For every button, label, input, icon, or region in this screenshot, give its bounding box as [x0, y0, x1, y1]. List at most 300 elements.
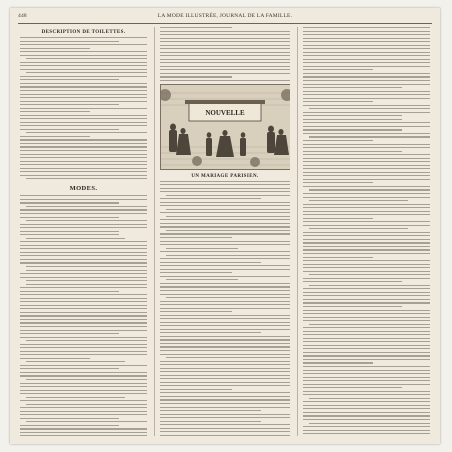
text-line: [303, 105, 430, 106]
text-line: [160, 219, 290, 220]
text-line: [309, 200, 408, 201]
text-line: [20, 139, 147, 140]
text-line: [303, 55, 430, 56]
journal-title: LA MODE ILLUSTRÉE, JOURNAL DE LA FAMILLE.: [157, 13, 293, 19]
text-line: [303, 207, 430, 208]
text-line: [303, 147, 430, 148]
text-line: [160, 191, 290, 192]
text-line: [160, 27, 232, 28]
text-line: [26, 238, 125, 239]
text-line: [303, 341, 430, 342]
text-line: [20, 372, 147, 373]
text-line: [160, 339, 290, 340]
text-line: [160, 283, 290, 284]
text-line: [303, 197, 430, 198]
text-line: [303, 179, 430, 180]
text-line: [303, 133, 430, 134]
text-line: [20, 428, 147, 429]
engraving-scene-icon: [161, 85, 290, 169]
text-line: [303, 182, 373, 183]
text-line: [309, 285, 430, 286]
illustration-label: NOUVELLE: [205, 108, 245, 117]
text-line: [303, 101, 373, 102]
text-line: [20, 308, 147, 309]
text-line: [303, 84, 430, 85]
text-line: [20, 259, 147, 260]
column-divider: [154, 27, 155, 436]
text-line: [303, 352, 430, 353]
text-line: [160, 294, 290, 295]
text-line: [20, 83, 147, 84]
text-line: [309, 228, 408, 229]
text-line: [303, 345, 430, 346]
text-line: [160, 52, 290, 53]
text-line: [20, 383, 147, 384]
text-line: [303, 387, 402, 388]
text-line: [303, 62, 430, 63]
text-line: [160, 424, 290, 425]
text-line: [20, 418, 119, 419]
text-line: [160, 428, 290, 429]
text-line: [20, 55, 147, 56]
text-line: [26, 340, 147, 341]
text-line: [160, 385, 290, 386]
text-line: [20, 319, 147, 320]
text-line: [20, 414, 147, 415]
text-line: [26, 58, 147, 59]
text-line: [303, 73, 430, 74]
text-line: [20, 129, 119, 130]
text-line: [20, 322, 147, 323]
text-line: [303, 253, 430, 254]
text-line: [20, 199, 147, 200]
text-line: [160, 205, 290, 206]
section-heading-modes: MODES.: [69, 185, 98, 193]
text-line: [303, 373, 430, 374]
text-line: [20, 217, 119, 218]
text-line: [303, 405, 430, 406]
text-line: [20, 69, 147, 70]
text-line: [303, 394, 430, 395]
text-line: [303, 264, 430, 265]
text-line: [160, 69, 290, 70]
text-line: [20, 143, 147, 144]
text-line: [20, 411, 147, 412]
text-line: [303, 271, 430, 272]
text-line: [20, 125, 147, 126]
column-divider: [297, 27, 298, 436]
text-line: [303, 119, 402, 120]
text-line: [160, 286, 290, 287]
text-line: [160, 41, 290, 42]
text-line: [160, 368, 290, 369]
text-line: [303, 359, 430, 360]
text-line: [160, 233, 290, 234]
text-line: [20, 375, 147, 376]
text-line: [303, 27, 430, 28]
text-line: [20, 97, 147, 98]
text-line: [20, 94, 147, 95]
text-line: [303, 31, 430, 32]
text-line: [20, 347, 147, 348]
text-line: [20, 231, 119, 232]
text-line: [303, 41, 430, 42]
text-line: [160, 308, 290, 309]
text-line: [26, 266, 147, 267]
text-line: [303, 154, 430, 155]
text-line: [160, 212, 290, 213]
text-line: [160, 375, 290, 376]
text-line: [303, 66, 430, 67]
text-line: [20, 393, 147, 394]
text-line: [160, 354, 290, 355]
text-line: [20, 90, 147, 91]
text-line: [309, 274, 430, 275]
text-line: [160, 34, 290, 35]
text-line: [303, 115, 402, 116]
text-line: [20, 425, 119, 426]
engraving-illustration: [160, 84, 290, 170]
text-line: [160, 80, 290, 81]
text-line: [160, 325, 290, 326]
text-line: [20, 115, 147, 116]
text-line: [303, 211, 430, 212]
text-line: [160, 66, 290, 67]
text-line: [160, 55, 290, 56]
text-line: [309, 136, 430, 137]
text-line: [20, 202, 119, 203]
text-line: [303, 299, 430, 300]
text-line: [166, 297, 290, 298]
text-block: [20, 195, 147, 436]
text-line: [303, 144, 430, 145]
text-line: [160, 38, 290, 39]
text-line: [166, 357, 290, 358]
text-line: [166, 255, 290, 256]
text-line: [160, 269, 290, 270]
text-line: [303, 327, 430, 328]
text-line: [160, 343, 290, 344]
text-line: [20, 368, 119, 369]
text-line: [26, 72, 147, 73]
text-line: [160, 265, 290, 266]
text-line: [160, 198, 261, 199]
text-line: [303, 69, 373, 70]
text-line: [20, 224, 147, 225]
text-line: [160, 241, 290, 242]
text-line: [160, 188, 290, 189]
text-line: [303, 235, 430, 236]
text-line: [303, 232, 430, 233]
text-line: [303, 112, 430, 113]
text-line: [303, 175, 430, 176]
text-block: [303, 27, 430, 434]
text-line: [160, 62, 290, 63]
text-line: [303, 426, 430, 427]
text-line: [20, 344, 147, 345]
text-line: [160, 226, 290, 227]
text-line: [20, 122, 147, 123]
header-rule: [18, 23, 432, 24]
text-line: [20, 195, 147, 196]
text-line: [20, 48, 90, 49]
text-line: [160, 258, 290, 259]
text-line: [20, 298, 147, 299]
text-line: [20, 154, 147, 155]
text-line: [160, 59, 290, 60]
text-line: [309, 108, 430, 109]
text-line: [20, 432, 147, 433]
text-line: [160, 244, 290, 245]
text-line: [160, 361, 290, 362]
text-line: [303, 292, 430, 293]
text-line: [20, 86, 147, 87]
text-line: [303, 408, 430, 409]
text-line: [160, 184, 290, 185]
text-line: [26, 397, 125, 398]
text-line: [303, 225, 430, 226]
right-column: [303, 27, 430, 436]
text-line: [20, 136, 90, 137]
text-line: [20, 386, 147, 387]
text-line: [20, 337, 147, 338]
text-line: [20, 287, 147, 288]
text-line: [26, 379, 147, 380]
text-line: [303, 267, 430, 268]
text-line: [160, 407, 290, 408]
text-line: [303, 122, 430, 123]
text-line: [160, 417, 290, 418]
text-line: [303, 260, 430, 261]
text-line: [303, 140, 373, 141]
text-line: [303, 401, 430, 402]
text-line: [20, 44, 147, 45]
text-line: [160, 251, 290, 252]
text-line: [160, 223, 290, 224]
text-line: [303, 172, 430, 173]
text-line: [160, 346, 290, 347]
text-line: [26, 361, 125, 362]
text-line: [20, 400, 147, 401]
text-line: [303, 362, 373, 363]
text-line: [20, 37, 147, 38]
text-line: [160, 315, 290, 316]
text-line: [303, 278, 430, 279]
text-line: [20, 241, 147, 242]
text-line: [20, 291, 119, 292]
text-line: [303, 415, 430, 416]
text-line: [303, 288, 430, 289]
text-line: [160, 202, 290, 203]
text-line: [20, 150, 147, 151]
text-line: [303, 249, 430, 250]
text-line: [303, 281, 402, 282]
text-line: [20, 101, 147, 102]
text-line: [20, 175, 147, 176]
text-line: [303, 433, 430, 434]
text-line: [160, 276, 290, 277]
text-line: [160, 336, 290, 337]
text-line: [303, 317, 430, 318]
text-line: [303, 419, 430, 420]
text-line: [303, 151, 402, 152]
text-line: [309, 398, 430, 399]
text-line: [20, 252, 147, 253]
text-line: [20, 330, 147, 331]
text-line: [160, 410, 261, 411]
text-line: [20, 333, 119, 334]
text-line: [303, 391, 430, 392]
text-line: [20, 157, 147, 158]
text-line: [20, 41, 119, 42]
section-heading-toilettes: DESCRIPTION DE TOILETTES.: [41, 30, 126, 35]
text-line: [303, 38, 430, 39]
text-line: [26, 284, 147, 285]
text-line: [303, 338, 430, 339]
text-line: [20, 161, 147, 162]
text-line: [166, 279, 238, 280]
text-line: [160, 304, 290, 305]
text-line: [160, 399, 290, 400]
text-line: [20, 104, 119, 105]
text-line: [20, 51, 147, 52]
text-line: [303, 334, 430, 335]
text-line: [20, 168, 147, 169]
text-line: [160, 181, 290, 182]
text-line: [303, 310, 430, 311]
text-line: [303, 186, 430, 187]
text-line: [303, 348, 430, 349]
text-line: [303, 306, 402, 307]
text-line: [303, 91, 430, 92]
text-line: [20, 262, 147, 263]
text-line: [303, 412, 430, 413]
text-line: [160, 318, 290, 319]
text-line: [160, 31, 290, 32]
text-line: [303, 246, 430, 247]
text-line: [26, 220, 147, 221]
text-line: [303, 295, 430, 296]
text-line: [20, 146, 147, 147]
text-line: [160, 389, 232, 390]
text-line: [160, 414, 290, 415]
text-line: [160, 392, 290, 393]
text-line: [303, 313, 430, 314]
text-line: [20, 255, 147, 256]
text-line: [166, 248, 238, 249]
text-line: [160, 301, 290, 302]
text-line: [20, 273, 147, 274]
text-block: [20, 37, 147, 179]
text-line: [160, 382, 290, 383]
text-line: [160, 322, 290, 323]
text-line: [20, 76, 147, 77]
text-line: [20, 312, 147, 313]
text-line: [166, 230, 290, 231]
text-line: [160, 262, 261, 263]
text-line: [303, 168, 430, 169]
section-heading-mariage: UN MARIAGE PARISIEN.: [191, 173, 259, 179]
newspaper-page: [10, 8, 440, 444]
text-line: [160, 371, 290, 372]
text-line: [20, 65, 147, 66]
text-line: [303, 80, 430, 81]
text-line: [303, 355, 430, 356]
text-line: [20, 248, 147, 249]
text-line: [26, 178, 147, 179]
text-line: [303, 380, 430, 381]
text-line: [20, 407, 147, 408]
text-line: [20, 118, 147, 119]
text-line: [303, 165, 430, 166]
text-line: [160, 311, 232, 312]
text-line: [303, 242, 430, 243]
text-line: [20, 213, 147, 214]
text-line: [160, 290, 290, 291]
text-line: [20, 234, 119, 235]
text-line: [20, 62, 147, 63]
text-line: [26, 280, 147, 281]
text-line: [160, 76, 232, 77]
text-line: [160, 364, 290, 365]
middle-column: [160, 27, 290, 436]
text-line: [166, 195, 290, 196]
text-line: [20, 277, 147, 278]
text-block: [160, 181, 290, 437]
text-line: [303, 158, 430, 159]
text-block: [160, 27, 290, 81]
page-header: [18, 13, 432, 23]
text-line: [160, 435, 290, 436]
text-line: [303, 239, 430, 240]
text-line: [160, 272, 232, 273]
text-line: [20, 365, 147, 366]
text-line: [20, 209, 147, 210]
text-line: [160, 421, 261, 422]
text-line: [26, 404, 147, 405]
text-line: [309, 189, 430, 190]
text-line: [20, 111, 90, 112]
text-line: [20, 390, 147, 391]
text-line: [303, 218, 373, 219]
text-line: [20, 358, 90, 359]
text-line: [160, 350, 290, 351]
text-line: [303, 87, 402, 88]
text-line: [303, 161, 430, 162]
text-line: [20, 164, 147, 165]
text-line: [160, 403, 290, 404]
text-line: [160, 329, 290, 330]
text-line: [160, 431, 290, 432]
text-line: [303, 76, 430, 77]
text-line: [20, 171, 147, 172]
text-line: [303, 34, 430, 35]
text-line: [303, 214, 430, 215]
text-line: [160, 378, 290, 379]
text-line: [20, 294, 147, 295]
text-line: [303, 126, 430, 127]
text-line: [303, 366, 430, 367]
text-line: [160, 45, 290, 46]
text-line: [160, 396, 290, 397]
text-line: [20, 435, 147, 436]
text-line: [309, 423, 430, 424]
text-line: [303, 302, 430, 303]
text-line: [303, 52, 430, 53]
text-line: [303, 384, 430, 385]
text-line: [166, 216, 290, 217]
text-line: [303, 59, 430, 60]
